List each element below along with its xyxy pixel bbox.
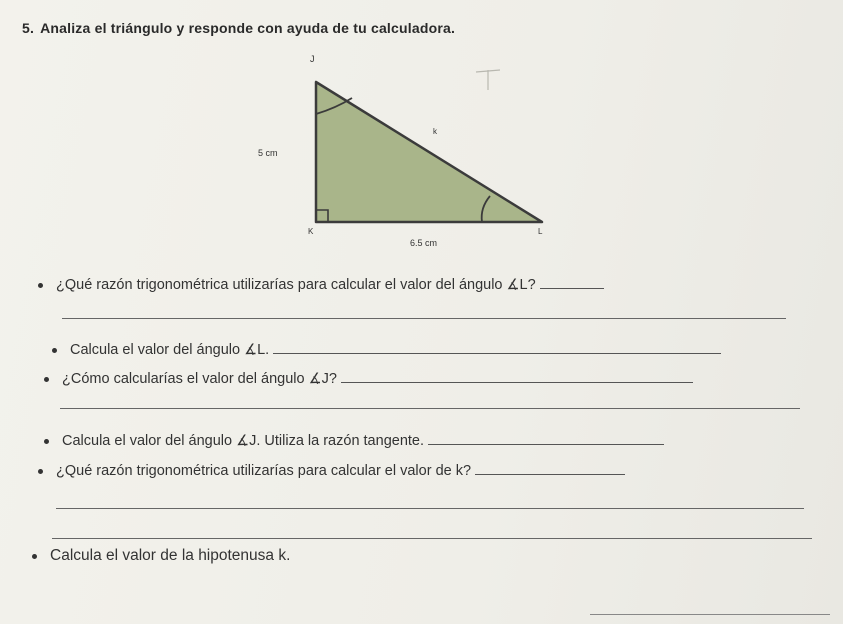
answer-blank-3[interactable] [341,370,693,383]
question-6 [50,547,290,565]
triangle-shape [316,82,542,222]
bullet [44,377,49,382]
answer-blank-1[interactable] [540,276,604,289]
bullet [38,283,43,288]
vertex-L-label: L [538,227,543,236]
answer-line-5b[interactable] [52,538,812,539]
question-5 [56,462,625,479]
question-6-text: Calcula el valor de la hipotenusa k. [50,547,291,564]
answer-line-5a[interactable] [56,508,804,509]
exercise-title: Analiza el triángulo y responde con ayuda de tu calculadora. [40,20,456,36]
right-triangle-figure [240,50,560,250]
pencil-mark [476,70,500,90]
side-JK-label: 5 cm [258,148,278,158]
vertex-J-label: J [310,54,315,64]
answer-line-3[interactable] [60,408,800,409]
answer-blank-4[interactable] [428,432,664,445]
question-1 [56,276,604,293]
question-1-text: ¿Qué razón trigonométrica utilizarías para calcular el valor del ángulo ∡L? [56,277,536,293]
exercise-number: 5. [22,20,35,36]
side-KL-label: 6.5 cm [410,238,438,248]
question-3-text: ¿Cómo calcularías el valor del ángulo ∡J? [62,371,337,387]
side-k-label: k [433,127,437,136]
bullet [44,439,49,444]
bullet [52,348,57,353]
vertex-K-label: K [308,227,314,236]
question-4-text: Calcula el valor del ángulo ∡J. Utiliza la razón tangente. [62,433,425,449]
exercise-heading [22,20,455,36]
question-5-text: ¿Qué razón trigonométrica utilizarías para calcular el valor de k? [56,463,472,479]
question-2-text: Calcula el valor del ángulo ∡L. [70,342,270,358]
bullet [38,469,43,474]
answer-line-6[interactable] [590,614,830,615]
bullet [32,554,37,559]
question-3 [62,370,693,387]
question-4 [62,432,664,449]
question-2 [70,341,721,358]
answer-blank-5[interactable] [475,462,625,475]
answer-line-1[interactable] [62,318,786,319]
answer-blank-2[interactable] [273,341,721,354]
